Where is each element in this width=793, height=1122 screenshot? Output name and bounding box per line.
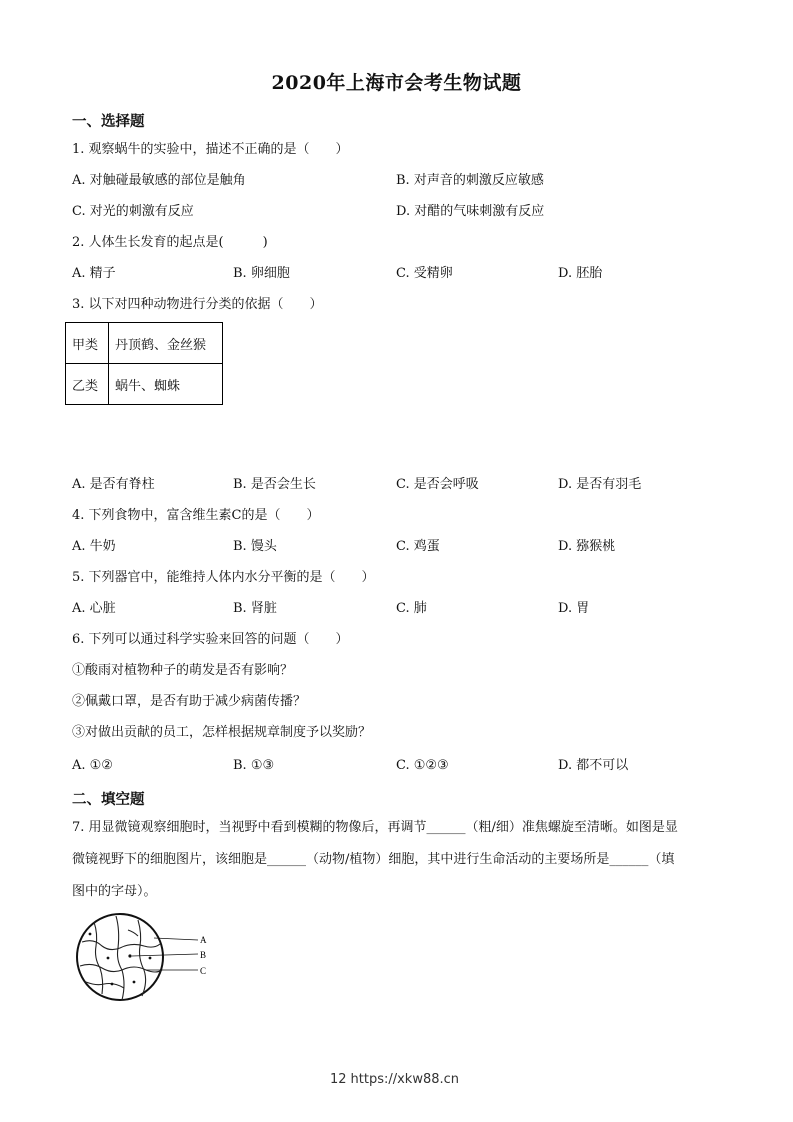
- section-heading-choice: 一、选择题: [72, 113, 145, 130]
- question-2-stem: 2. 人体生长发育的起点是( ): [72, 235, 268, 250]
- table-cell-key: 乙类: [66, 364, 109, 405]
- figure-label-c: C: [200, 966, 207, 976]
- table-cell-key: 甲类: [66, 323, 109, 364]
- page-footer: [0, 1072, 793, 1087]
- question-5-option-a: A. 心脏: [72, 601, 116, 616]
- question-1-option-d: D. 对醋的气味刺激有反应: [396, 204, 545, 219]
- question-3-option-c: C. 是否会呼吸: [396, 477, 479, 492]
- question-2-option-c: C. 受精卵: [396, 266, 453, 281]
- classification-table: [65, 322, 223, 405]
- question-4-stem: 4. 下列食物中，富含维生素C的是（ ）: [72, 508, 320, 523]
- page-number: 12: [329, 1072, 347, 1087]
- question-1-option-b: B. 对声音的刺激反应敏感: [396, 173, 544, 188]
- table-cell-value: 蜗牛、蜘蛛: [109, 364, 223, 405]
- question-1-option-c: C. 对光的刺激有反应: [72, 204, 194, 219]
- figure-label-a: A: [200, 935, 207, 945]
- question-4-option-d: D. 猕猴桃: [558, 539, 616, 554]
- question-2-option-a: A. 精子: [72, 266, 116, 281]
- question-2-option-d: D. 胚胎: [558, 266, 603, 281]
- question-7-line-2: 微镜视野下的细胞图片，该细胞是______（动物/植物）细胞，其中进行生命活动的主要场所是______（填: [72, 852, 675, 867]
- question-6-option-b: B. ①③: [233, 758, 275, 773]
- question-4-option-a: A. 牛奶: [72, 539, 116, 554]
- question-7-line-1: 7. 用显微镜观察细胞时，当视野中看到模糊的物像后，再调节______（粗/细）准焦螺旋至清晰。如图是显: [72, 820, 678, 835]
- question-6-item-1: ①酸雨对植物种子的萌发是否有影响？: [72, 663, 294, 678]
- question-5-option-b: B. 肾脏: [233, 601, 277, 616]
- section-heading-fill: 二、填空题: [72, 791, 145, 808]
- table-row: [66, 323, 223, 364]
- figure-label-b: B: [200, 950, 207, 960]
- question-6-option-c: C. ①②③: [396, 758, 449, 773]
- question-1-option-a: A. 对触碰最敏感的部位是触角: [72, 173, 246, 188]
- question-3-option-d: D. 是否有羽毛: [558, 477, 642, 492]
- label-line-b: [132, 954, 198, 956]
- question-6-item-3: ③对做出贡献的员工，怎样根据规章制度予以奖励？: [72, 725, 372, 740]
- cell-microscope-figure: [72, 912, 222, 1004]
- footer-url[interactable]: https://xkw88.cn: [350, 1072, 460, 1087]
- table-row: [66, 364, 223, 405]
- question-5-option-d: D. 胃: [558, 601, 590, 616]
- question-6-stem: 6. 下列可以通过科学实验来回答的问题（ ）: [72, 632, 349, 647]
- question-3-option-b: B. 是否会生长: [233, 477, 316, 492]
- question-5-stem: 5. 下列器官中，能维持人体内水分平衡的是（ ）: [72, 570, 375, 585]
- question-5-option-c: C. 肺: [396, 601, 427, 616]
- question-6-item-2: ②佩戴口罩，是否有助于减少病菌传播？: [72, 694, 307, 709]
- question-4-option-c: C. 鸡蛋: [396, 539, 440, 554]
- question-6-option-d: D. 都不可以: [558, 758, 629, 773]
- question-3-stem: 3. 以下对四种动物进行分类的依据（ ）: [72, 297, 323, 312]
- question-2-option-b: B. 卵细胞: [233, 266, 290, 281]
- question-6-option-a: A. ①②: [72, 758, 113, 773]
- label-line-a: [154, 938, 198, 940]
- question-4-option-b: B. 馒头: [233, 539, 277, 554]
- question-3-option-a: A. 是否有脊柱: [72, 477, 155, 492]
- question-1-stem: 1. 观察蜗牛的实验中，描述不正确的是（ ）: [72, 142, 349, 157]
- page-title: 2020年上海市会考生物试题: [271, 72, 522, 94]
- question-7-line-3: 图中的字母）。: [72, 884, 157, 899]
- table-cell-value: 丹顶鹤、金丝猴: [109, 323, 223, 364]
